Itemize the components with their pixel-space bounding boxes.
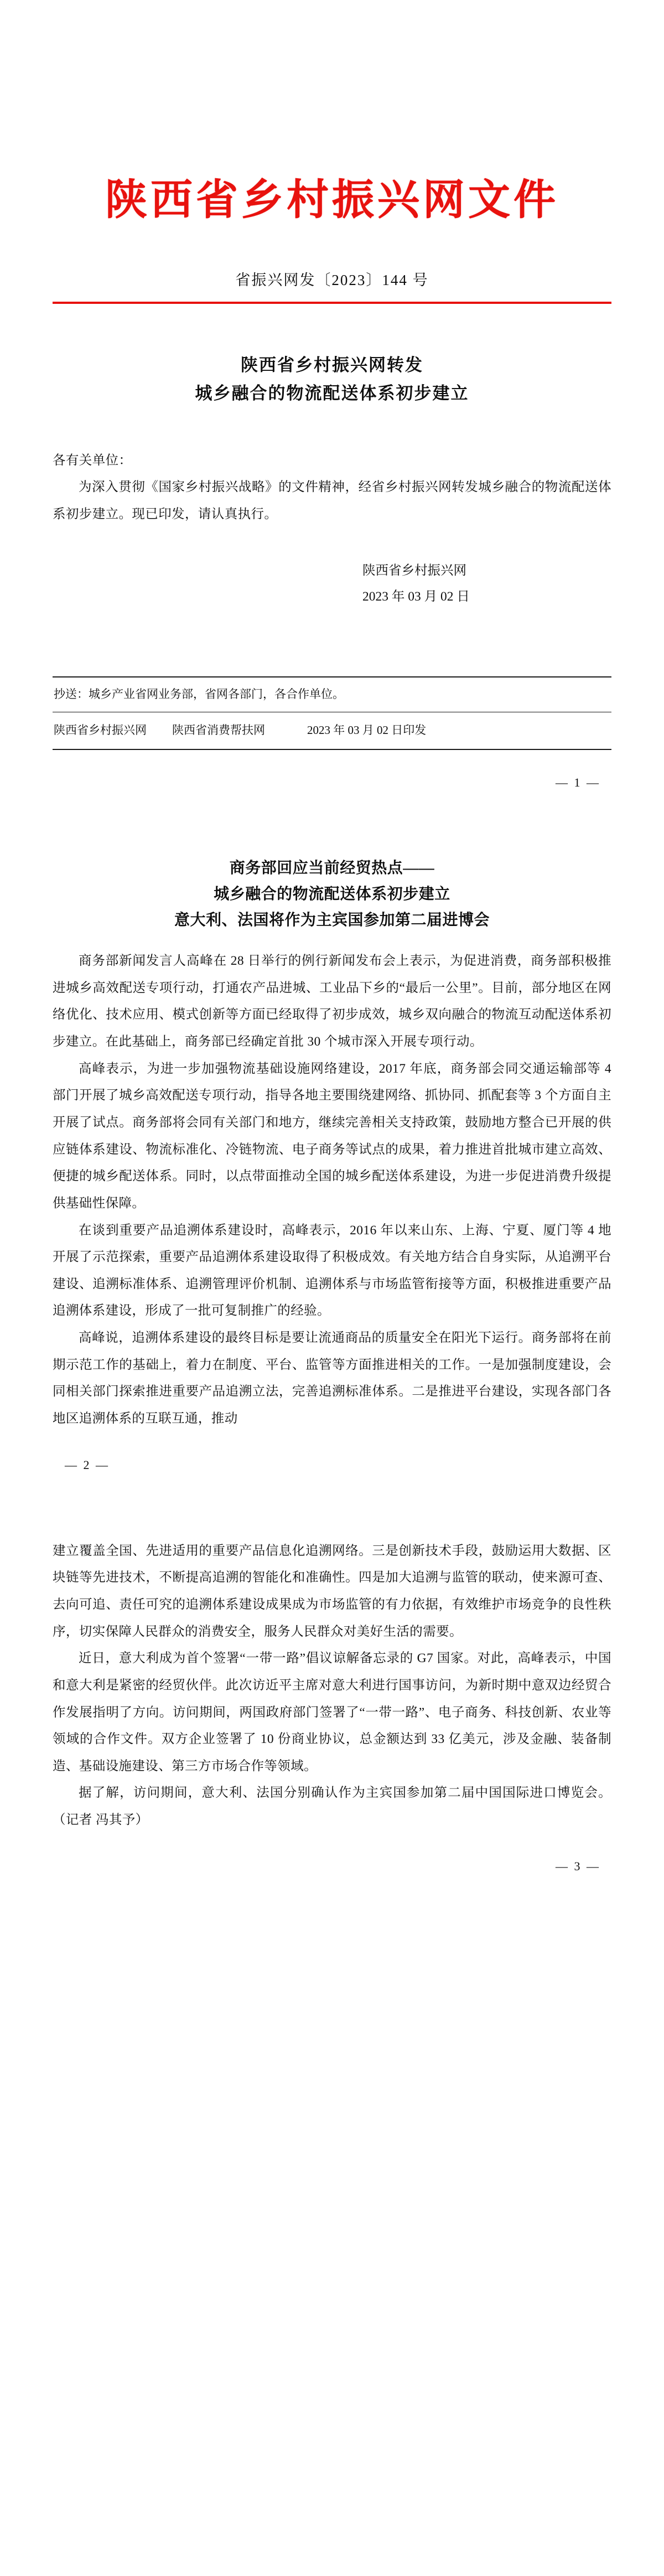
document-title-line-2: 城乡融合的物流配送体系初步建立 [195,383,469,403]
document-footer [53,676,611,750]
signature-date: 2023 年 03 月 02 日 [362,589,470,604]
page-3 [0,1472,664,1874]
article-paragraph: 在谈到重要产品追溯体系建设时，高峰表示，2016 年以来山东、上海、宁夏、厦门等 4 地开展了示范探索，重要产品追溯体系建设取得了积极成效。有关地方结合自身实际，从追溯平台建设、追溯标准体系、追溯管理评价机制、追溯体系与市场监管衔接等方面，积极推进重要产品追溯体系建设，形成了一批可复制推广的经验。 [53,1223,611,1318]
issuer-primary: 陕西省乡村振兴网 [54,723,147,737]
article-paragraph: 建立覆盖全国、先进适用的重要产品信息化追溯网络。三是创新技术手段，鼓励运用大数据、区块链等先进技术，不断提高追溯的智能化和准确性。四是加大追溯与监管的联动，使来源可查、去向可追、责任可究的追溯体系建设成果成为市场监管的有力依据，有效维护市场竞争的良性秩序，切实保障人民群众的消费安全，服务人民群众对美好生活的需要。 [53,1543,611,1639]
article-paragraph: 商务部新闻发言人高峰在 28 日举行的例行新闻发布会上表示，为促进消费，商务部积极推进城乡高效配送专项行动，打通农产品进城、工业品下乡的“最后一公里”。目前，部分地区在网络优化、技术应用、模式创新等方面已经取得了初步成效，城乡双向融合的物流互动配送体系初步建立。在此基础上，商务部已经确定首批 30 个城市深入开展专项行动。 [53,954,611,1049]
page3-top-spacer [53,1472,611,1538]
article-paragraph: 高峰表示，为进一步加强物流基础设施网络建设，2017 年底，商务部会同交通运输部等 4 部门开展了城乡高效配送专项行动，指导各地主要围绕建网络、抓协同、抓配套等 3 个方面自主开展了试点。商务部将会同有关部门和地方，继续完善相关支持政策，鼓励地方整合已开展的供应链体系建设、物流标准化、冷链物流、电子商务等试点的成果，着力推进首批城市建立高效、便捷的城乡配送体系。同时，以点带面推动全国的城乡配送体系建设，为进一步促进消费升级提供基础性保障。 [53,1061,611,1211]
article-paragraph: 近日，意大利成为首个签署“一带一路”倡议谅解备忘录的 G7 国家。对此，高峰表示，中国和意大利是紧密的经贸伙伴。此次访近平主席对意大利进行国事访问，为新时期中意双边经贸合作发展指明了方向。访问期间，两国政府部门签署了“一带一路”、电子商务、科技创新、农业等领域的合作文件。双方企业签署了 10 份商业协议，总金额达到 33 亿美元，涉及金融、装备制造、基础设施建设、第三方市场合作等领域。 [53,1651,611,1773]
cc-recipients-line: 抄送：城乡产业省网业务部，省网各部门，各合作单位。 [54,687,344,701]
page-2 [0,790,664,1472]
page-marker-3: — 3 — [556,1859,600,1873]
signer-name: 陕西省乡村振兴网 [362,563,466,578]
article-body-page2 [53,948,611,1432]
article-body-page3 [53,1538,611,1834]
signature-block [53,558,611,610]
page-marker-2: — 2 — [65,1457,110,1472]
document-body [53,447,611,528]
issuer-line [53,712,611,749]
page-1 [0,0,664,790]
body-paragraph: 为深入贯彻《国家乡村振兴战略》的文件精神，经省乡村振兴网转发城乡融合的物流配送体系初步建立。现已印发，请认真执行。 [53,480,611,522]
page-marker-1: — 1 — [556,775,600,790]
document-title [53,351,611,407]
print-date: 2023 年 03 月 02 日印发 [307,723,427,737]
document-title-line-1: 陕西省乡村振兴网转发 [241,355,423,375]
article-title [53,855,611,933]
issuer-secondary: 陕西省消费帮扶网 [172,723,265,737]
document-number: 省振兴网发〔2023〕144 号 [235,272,429,289]
article-title-line-2: 城乡融合的物流配送体系初步建立 [214,886,450,903]
article-title-line-1: 商务部回应当前经贸热点—— [229,860,435,877]
article-paragraph: 高峰说，追溯体系建设的最终目标是要让流通商品的质量安全在阳光下运行。商务部将在前期示范工作的基础上，着力在制度、平台、监管等方面推进相关的工作。一是加强制度建设，会同相关部门探索推进重要产品追溯立法，完善追溯标准体系。二是推进平台建设，实现各部门各地区追溯体系的互联互通，推动 [53,1331,611,1426]
article-title-line-3: 意大利、法国将作为主宾国参加第二届进博会 [174,912,490,929]
masthead-spacer [53,0,611,148]
red-separator-rule [53,302,611,304]
page2-top-spacer [53,790,611,855]
document-masthead: 陕西省乡村振兴网文件 [105,177,559,224]
article-paragraph: 据了解，访问期间，意大利、法国分别确认作为主宾国参加第二届中国国际进口博览会。（记者 冯其予） [53,1786,611,1828]
salutation: 各有关单位： [53,453,132,468]
